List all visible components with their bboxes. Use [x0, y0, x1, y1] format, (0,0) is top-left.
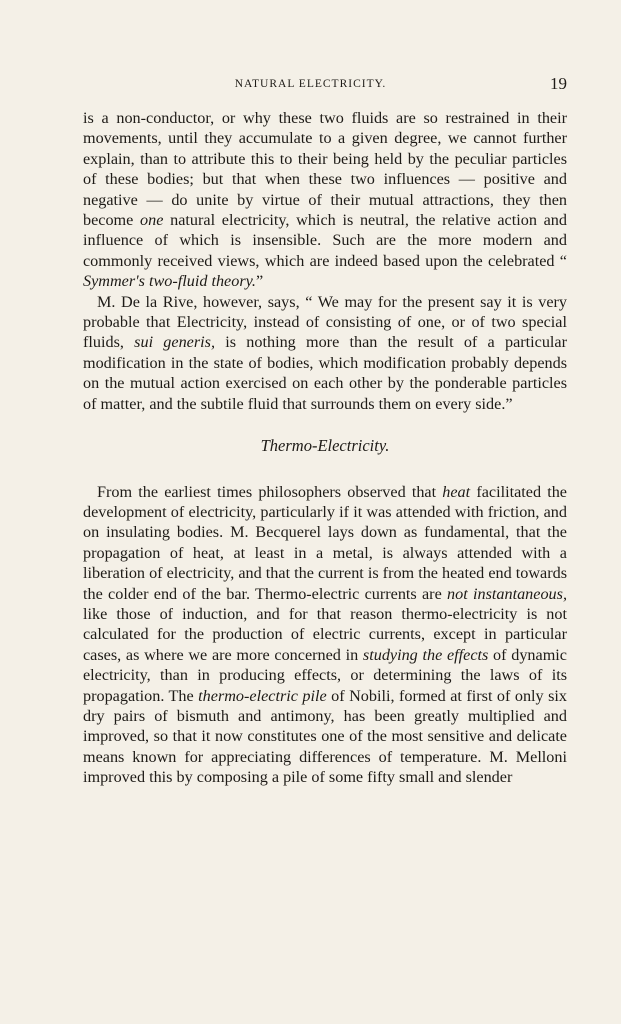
text-run: facilitated the development of electricity, particularly if it was attended with friction, and on insulating bodies. M. Becquerel lays down as fundamental, that the propagation of heat, at least in a metal, is always attended with a liberation of electricity, and that the current is from the heated end towards the colder end of the bar. Thermo-electric currents are	[83, 482, 567, 603]
paragraph-continuation	[83, 108, 567, 292]
text-run: natural electricity, which is neutral, the relative action and influence of which is insensible. Such are the more modern and commonly received views, which are indeed based upon the celebrated “	[83, 211, 567, 270]
text-run: M. De la Rive, however, says, “ We may for the present say it is very probable that Electricity, instead of consisting of one, or of two special fluids,	[83, 292, 567, 352]
running-head	[0, 74, 621, 96]
text-run: is a non-conductor, or why these two fluids are so restrained in their movements, until they accumulate to a given degree, we cannot further explain, than to attribute this to their being held by the peculiar particles of these bodies; but that when these two influences — positive and negative — do unite by virtue of their mutual attractions, they then become	[83, 109, 567, 230]
italic-emphasis: sui generis,	[134, 333, 216, 352]
italic-emphasis: not instantaneous,	[447, 584, 567, 603]
text-run: of dynamic electricity, than in producing effects, or determining the laws of its propagation. The	[83, 645, 567, 705]
body-text	[83, 108, 567, 788]
paragraph-de-la-rive	[83, 292, 567, 414]
italic-emphasis: thermo-electric pile	[198, 686, 327, 705]
italic-emphasis: one	[140, 211, 164, 230]
italic-emphasis: studying the effects	[362, 645, 489, 664]
paragraph-thermo-electricity	[83, 482, 567, 788]
text-run: like those of induction, and for that reason thermo-electricity is not calculated for the production of electric currents, except in particular cases, as where we are more concerned in	[83, 604, 567, 664]
section-heading: Thermo-Electricity.	[260, 436, 390, 456]
italic-emphasis: Symmer's two-fluid theory.	[83, 272, 256, 291]
text-run: is nothing more than the result of a particular modification in the state of bodies, which modification probably depends on the mutual action exercised on each other by the ponderable particles of matter, and the subtile fluid that surrounds them on every side.”	[83, 333, 568, 413]
running-title: NATURAL ELECTRICITY.	[234, 78, 387, 90]
italic-emphasis: heat	[442, 482, 471, 501]
text-run: ”	[255, 272, 264, 291]
text-run: From the earliest times philosophers observed that	[97, 482, 443, 501]
text-run: of Nobili, formed at first of only six dry pairs of bismuth and antimony, has been greatly multiplied and improved, so that it now constitutes one of the most sensitive and delicate means known for appreciating differences of temperature. M. Melloni improved this by composing a pile of some fifty small and slender	[83, 686, 567, 787]
page-number: 19	[550, 74, 567, 93]
